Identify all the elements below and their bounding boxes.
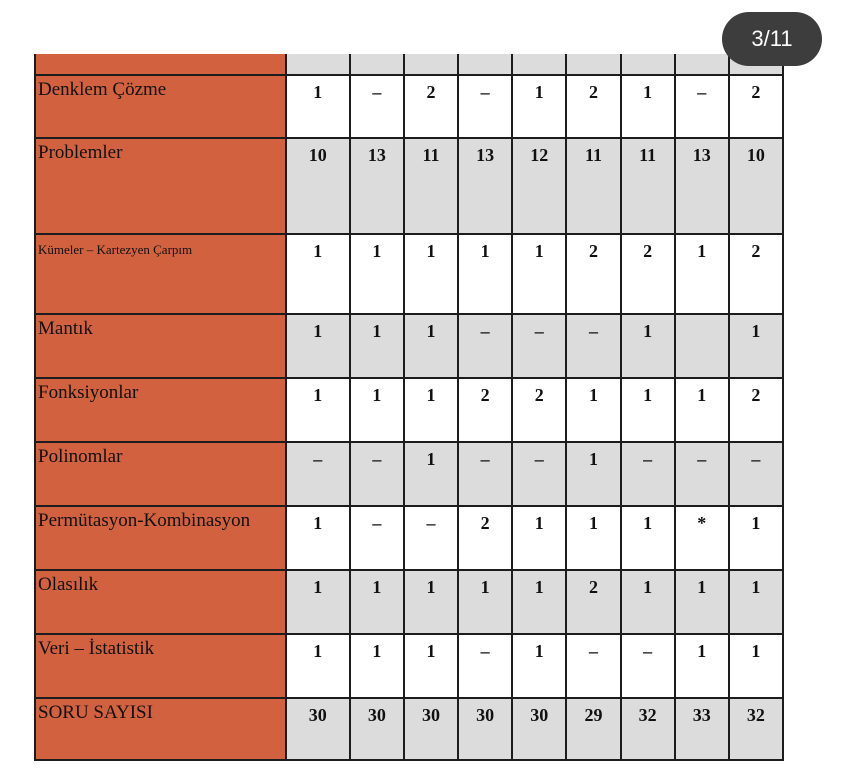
value-cell: 30 <box>512 698 566 760</box>
value-cell: 2 <box>729 75 783 138</box>
value-cell <box>286 54 350 75</box>
value-cell: – <box>350 75 404 138</box>
value-cell: 1 <box>512 570 566 634</box>
value-cell: 13 <box>350 138 404 234</box>
value-cell: 1 <box>621 314 675 378</box>
value-cell: – <box>350 506 404 570</box>
value-cell: – <box>458 634 512 698</box>
value-cell: 30 <box>404 698 458 760</box>
value-cell: 1 <box>404 314 458 378</box>
value-cell: – <box>512 314 566 378</box>
value-cell: – <box>675 442 729 506</box>
value-cell <box>675 54 729 75</box>
table-row <box>35 314 783 378</box>
value-cell: 1 <box>404 442 458 506</box>
value-cell: 30 <box>458 698 512 760</box>
table-row <box>35 570 783 634</box>
value-cell <box>566 54 620 75</box>
value-cell: – <box>458 75 512 138</box>
value-cell: 1 <box>729 570 783 634</box>
value-cell <box>675 314 729 378</box>
value-cell: – <box>350 442 404 506</box>
value-cell: 1 <box>404 570 458 634</box>
value-cell: 1 <box>621 378 675 442</box>
value-cell: 11 <box>404 138 458 234</box>
topic-cell: Permütasyon-Kombinasyon <box>35 506 286 570</box>
value-cell: 1 <box>566 442 620 506</box>
value-cell: 1 <box>350 314 404 378</box>
value-cell: 1 <box>512 634 566 698</box>
value-cell <box>350 54 404 75</box>
topic-cell: Denklem Çözme <box>35 75 286 138</box>
table-row <box>35 138 783 234</box>
value-cell: 1 <box>286 314 350 378</box>
value-cell: 11 <box>621 138 675 234</box>
value-cell: 2 <box>404 75 458 138</box>
topic-cell: Veri – İstatistik <box>35 634 286 698</box>
table-row <box>35 698 783 760</box>
value-cell: 1 <box>404 378 458 442</box>
value-cell: – <box>566 314 620 378</box>
value-cell: 13 <box>458 138 512 234</box>
value-cell: 1 <box>350 234 404 314</box>
topic-cell: Mantık <box>35 314 286 378</box>
value-cell: 1 <box>621 570 675 634</box>
value-cell: 30 <box>286 698 350 760</box>
value-cell: – <box>621 442 675 506</box>
value-cell: * <box>675 506 729 570</box>
value-cell: 1 <box>566 378 620 442</box>
value-cell: 1 <box>621 506 675 570</box>
value-cell: 1 <box>286 378 350 442</box>
value-cell: 1 <box>675 570 729 634</box>
value-cell: 2 <box>566 570 620 634</box>
value-cell: – <box>286 442 350 506</box>
topic-cell: Olasılık <box>35 570 286 634</box>
value-cell: 13 <box>675 138 729 234</box>
topic-cell <box>35 54 286 75</box>
value-cell: 2 <box>458 378 512 442</box>
value-cell: 1 <box>729 634 783 698</box>
value-cell: 1 <box>675 378 729 442</box>
value-cell: 1 <box>286 234 350 314</box>
value-cell: 32 <box>729 698 783 760</box>
value-cell: 29 <box>566 698 620 760</box>
value-cell: 1 <box>621 75 675 138</box>
value-cell <box>404 54 458 75</box>
value-cell: 10 <box>286 138 350 234</box>
value-cell: 1 <box>404 234 458 314</box>
value-cell: – <box>566 634 620 698</box>
value-cell: 1 <box>286 634 350 698</box>
value-cell: 1 <box>286 75 350 138</box>
table-row <box>35 506 783 570</box>
value-cell: – <box>675 75 729 138</box>
page-indicator-badge: 3/11 <box>722 12 822 66</box>
value-cell: 1 <box>458 570 512 634</box>
table-row <box>35 442 783 506</box>
topic-cell: Polinomlar <box>35 442 286 506</box>
value-cell: 32 <box>621 698 675 760</box>
value-cell: 11 <box>566 138 620 234</box>
value-cell: – <box>512 442 566 506</box>
topic-cell: SORU SAYISI <box>35 698 286 760</box>
value-cell <box>621 54 675 75</box>
value-cell: – <box>729 442 783 506</box>
value-cell: 1 <box>286 570 350 634</box>
value-cell: 1 <box>286 506 350 570</box>
topic-cell: Kümeler – Kartezyen Çarpım <box>35 234 286 314</box>
value-cell: 1 <box>512 506 566 570</box>
value-cell: 1 <box>350 378 404 442</box>
value-cell: 1 <box>404 634 458 698</box>
value-cell: 1 <box>458 234 512 314</box>
value-cell: 12 <box>512 138 566 234</box>
topic-cell: Fonksiyonlar <box>35 378 286 442</box>
value-cell: 2 <box>566 75 620 138</box>
value-cell <box>512 54 566 75</box>
value-cell: 2 <box>458 506 512 570</box>
value-cell: 1 <box>350 634 404 698</box>
value-cell: – <box>621 634 675 698</box>
value-cell: 1 <box>729 506 783 570</box>
value-cell: 1 <box>675 234 729 314</box>
value-cell: 1 <box>512 234 566 314</box>
table-row <box>35 75 783 138</box>
value-cell <box>458 54 512 75</box>
value-cell: 2 <box>729 378 783 442</box>
value-cell: 2 <box>729 234 783 314</box>
value-cell: 30 <box>350 698 404 760</box>
table-row <box>35 234 783 314</box>
value-cell: 1 <box>512 75 566 138</box>
value-cell: 1 <box>566 506 620 570</box>
value-cell: 2 <box>621 234 675 314</box>
value-cell: 10 <box>729 138 783 234</box>
value-cell: 1 <box>729 314 783 378</box>
value-cell: 1 <box>350 570 404 634</box>
value-cell: 2 <box>566 234 620 314</box>
table-row <box>35 634 783 698</box>
table-top-strip <box>35 54 783 75</box>
value-cell: 1 <box>675 634 729 698</box>
value-cell: 2 <box>512 378 566 442</box>
value-cell: – <box>458 442 512 506</box>
table-row <box>35 378 783 442</box>
topic-distribution-table <box>34 54 784 761</box>
topic-cell: Problemler <box>35 138 286 234</box>
value-cell: – <box>458 314 512 378</box>
value-cell: – <box>404 506 458 570</box>
value-cell: 33 <box>675 698 729 760</box>
